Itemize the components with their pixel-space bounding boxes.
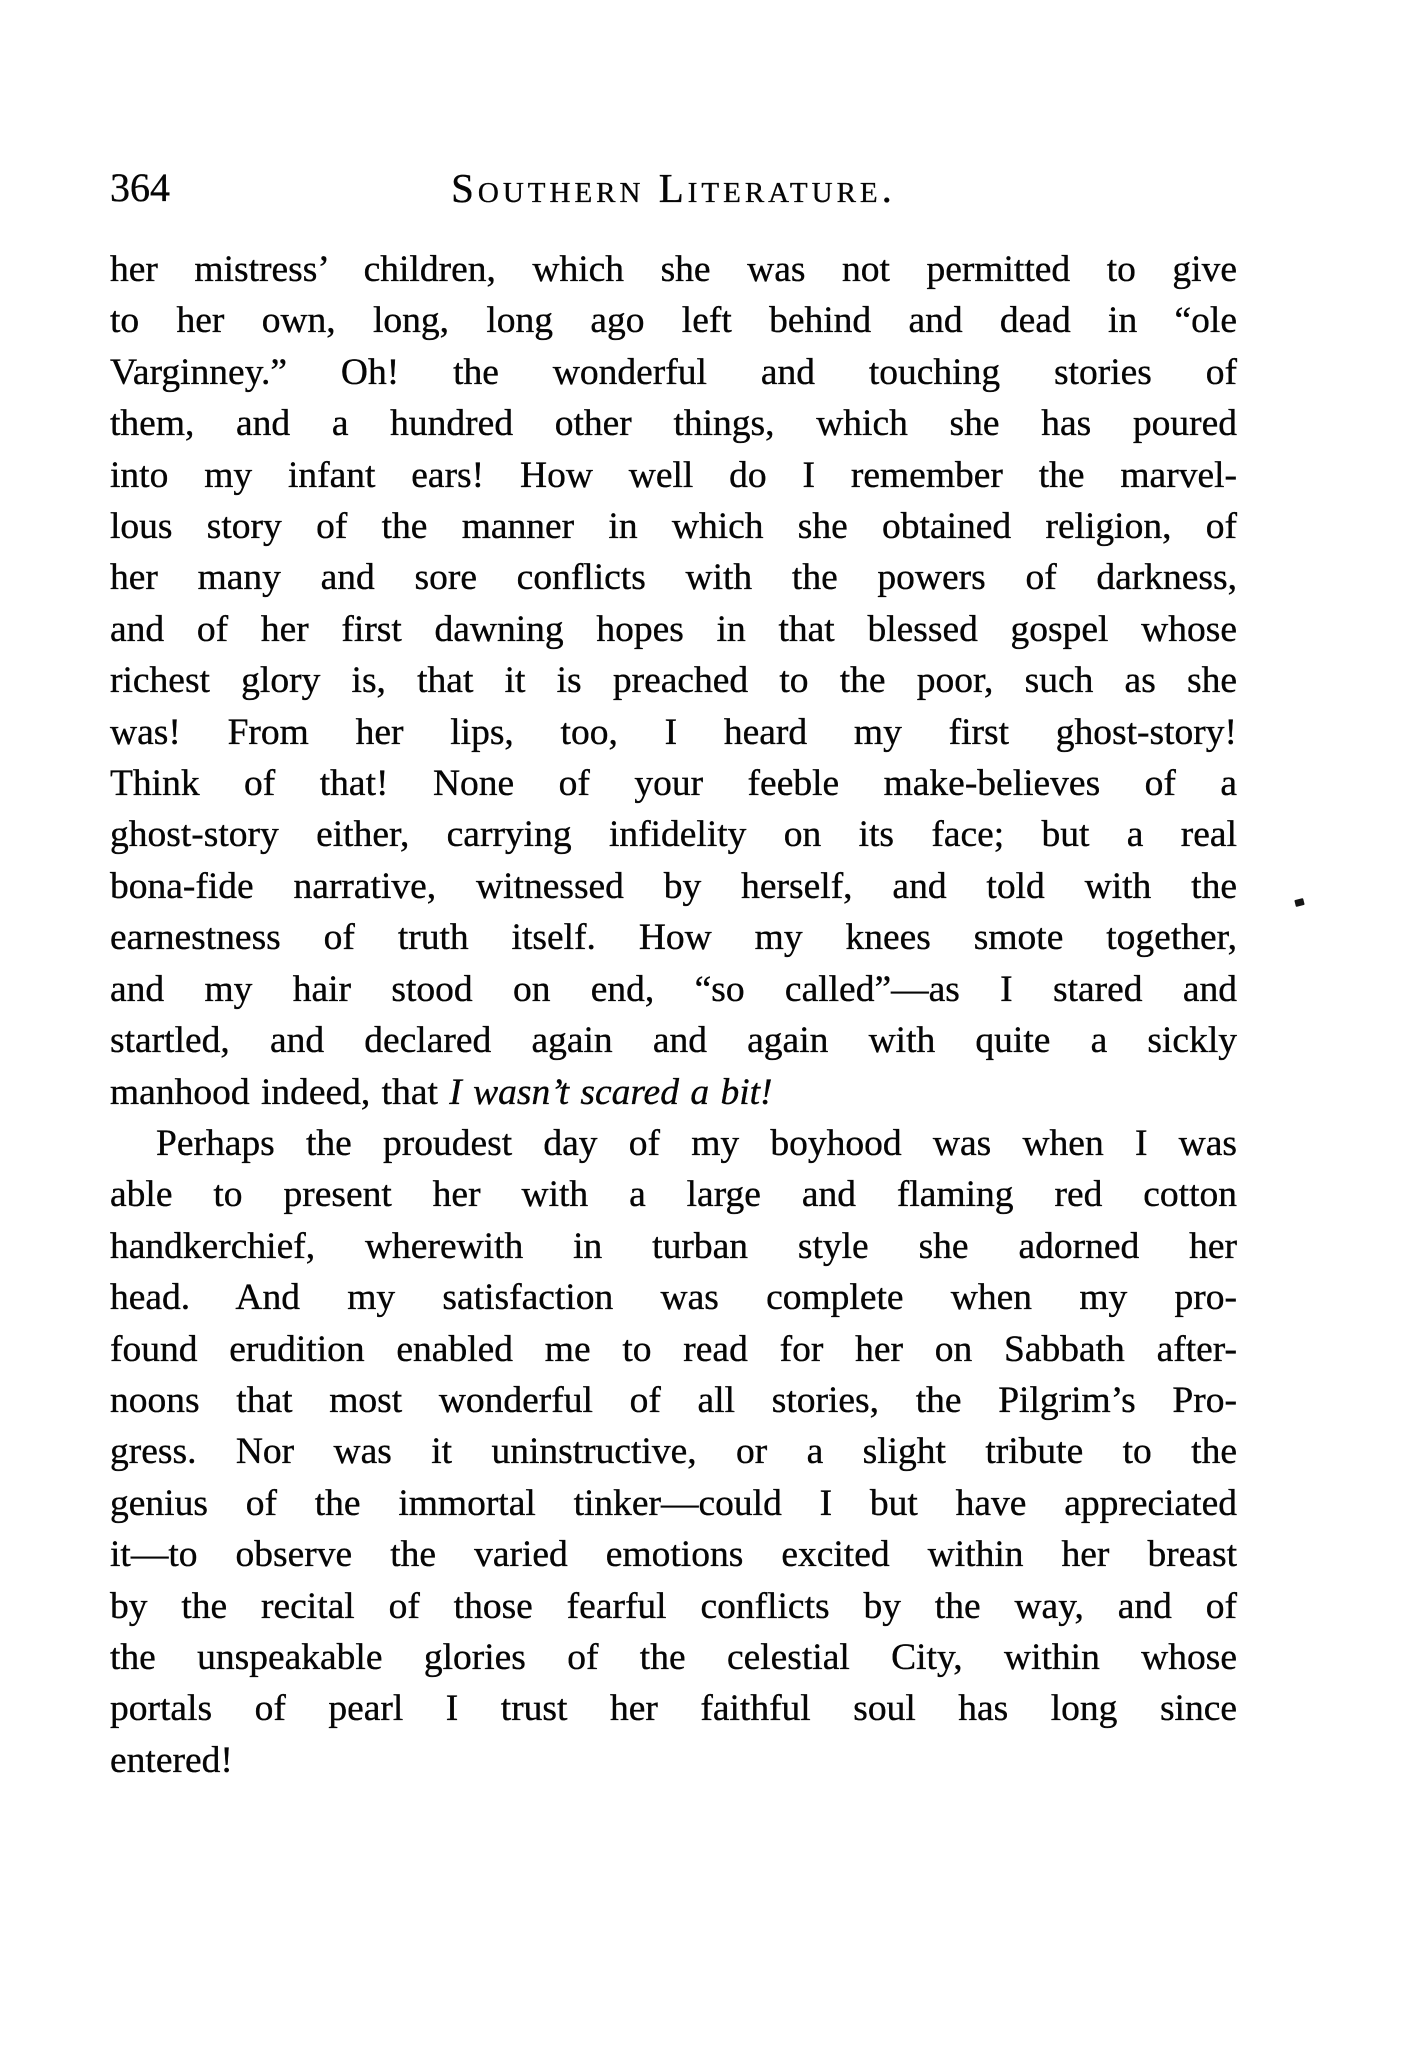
running-head: Southern Literature. [451,165,896,211]
page-header [110,166,1237,212]
text-segment: them, and a hundred other things, which she has poured [110,403,1237,445]
text-line [110,1683,1237,1734]
text-block [110,244,1237,1786]
text-segment: it—to observe the varied emotions excited within her breast [110,1534,1237,1576]
text-segment: gress. Nor was it uninstructive, or a slight tribute to the [110,1431,1237,1473]
text-line [110,1272,1237,1323]
text-line [110,347,1237,398]
text-segment: genius of the immortal tinker—could I but have appreciated [110,1482,1237,1524]
italic-text-segment: I wasn’t scared a bit! [449,1071,773,1113]
text-line [110,1221,1237,1272]
text-segment: Perhaps the proudest day of my boyhood was when I was [156,1122,1237,1164]
text-segment: and of her first dawning hopes in that blessed gospel whose [110,608,1237,650]
text-line [110,912,1237,963]
text-line [110,861,1237,912]
ink-speck [1294,898,1304,907]
text-segment: richest glory is, that it is preached to the poor, such as she [110,660,1237,702]
text-line [110,1324,1237,1375]
text-line [110,758,1237,809]
text-segment: lous story of the manner in which she obtained religion, of [110,506,1237,548]
text-segment: was! From her lips, too, I heard my first ghost-story! [110,711,1237,753]
text-line [110,1478,1237,1529]
text-line [110,501,1237,552]
text-segment: head. And my satisfaction was complete when my pro- [110,1277,1237,1319]
text-segment: by the recital of those fearful conflicts by the way, and of [110,1585,1237,1627]
text-line [110,655,1237,706]
text-segment: and my hair stood on end, “so called”—as I stared and [110,968,1237,1010]
text-line [110,1375,1237,1426]
text-line [110,604,1237,655]
text-line [110,1426,1237,1477]
text-line [110,1529,1237,1580]
text-line [110,244,1237,295]
text-segment: manhood indeed, that [110,1071,450,1113]
text-segment: noons that most wonderful of all stories, the Pilgrim’s Pro- [110,1379,1237,1421]
text-segment: Think of that! None of your feeble make-believes of a [110,763,1237,805]
text-segment: found erudition enabled me to read for her on Sabbath after- [110,1328,1237,1370]
text-line [110,964,1237,1015]
text-segment: portals of pearl I trust her faithful soul has long since [110,1688,1237,1730]
text-segment: into my infant ears! How well do I remember the marvel- [110,454,1237,496]
text-line [110,450,1237,501]
text-segment: startled, and declared again and again with quite a sickly [110,1020,1237,1062]
text-segment: bona-fide narrative, witnessed by herself, and told with the [110,865,1237,907]
text-segment: the unspeakable glories of the celestial City, within whose [110,1636,1237,1678]
text-segment: her mistress’ children, which she was not permitted to give [110,249,1237,290]
text-line [110,398,1237,449]
text-segment: earnestness of truth itself. How my knees smote together, [110,917,1237,959]
text-line [110,1169,1237,1220]
text-segment: her many and sore conflicts with the powers of darkness, [110,557,1237,599]
text-line [110,1015,1237,1066]
text-segment: to her own, long, long ago left behind and dead in “ole [110,300,1237,342]
text-segment: handkerchief, wherewith in turban style she adorned her [110,1225,1237,1267]
text-segment: Varginney.” Oh! the wonderful and touching stories of [110,351,1237,393]
text-line [110,809,1237,860]
text-line [110,1735,1237,1786]
text-line [110,295,1237,346]
text-segment: entered! [110,1739,233,1781]
text-line [110,1067,1237,1118]
text-line [110,707,1237,758]
text-line [110,1632,1237,1683]
text-line [110,1118,1237,1169]
text-segment: ghost-story either, carrying infidelity on its face; but a real [110,814,1237,856]
text-line [110,552,1237,603]
text-line [110,1581,1237,1632]
text-segment: able to present her with a large and flaming red cotton [110,1174,1237,1216]
page-number: 364 [110,165,170,210]
